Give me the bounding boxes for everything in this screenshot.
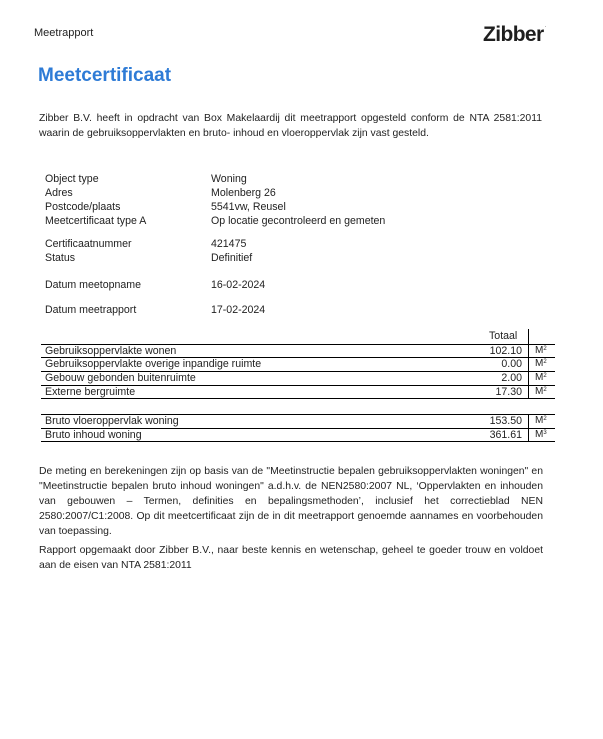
row-unit (535, 415, 547, 427)
row-value: 17.30 (495, 386, 522, 398)
row-unit (535, 386, 547, 398)
unit-exponent: 2 (543, 346, 547, 352)
field-label: Object type (45, 173, 99, 185)
row-unit (535, 345, 547, 357)
unit-exponent: 2 (543, 359, 547, 365)
field-label: Datum meetopname (45, 279, 141, 291)
unit-symbol: M (535, 345, 544, 356)
field-value: 5541vw, Reusel (211, 201, 286, 213)
column-separator (528, 357, 529, 371)
column-separator (528, 344, 529, 358)
row-value: 102.10 (489, 345, 522, 357)
unit-symbol: M (535, 386, 544, 397)
field-label: Status (45, 252, 76, 264)
document-header-label: Meetrapport (34, 27, 94, 39)
unit-exponent: 2 (543, 387, 547, 393)
field-label: Adres (45, 187, 73, 199)
field-label: Certificaatnummer (45, 238, 132, 250)
unit-exponent: 2 (543, 373, 547, 379)
row-unit (535, 358, 547, 370)
row-name: Gebruiksoppervlakte wonen (45, 345, 177, 357)
row-name: Gebruiksoppervlakte overige inpandige ruimte (45, 358, 262, 370)
table-total-header: Totaal (489, 330, 518, 342)
row-name: Gebouw gebonden buitenruimte (45, 372, 196, 384)
unit-symbol: M (535, 372, 544, 383)
row-name: Bruto vloeroppervlak woning (45, 415, 179, 427)
unit-exponent: 2 (543, 416, 547, 422)
page-title: Meetcertificaat (38, 65, 172, 86)
table-row (41, 414, 555, 427)
row-name: Bruto inhoud woning (45, 429, 142, 441)
row-name: Externe bergruimte (45, 386, 136, 398)
table-row (41, 385, 555, 399)
field-value: 16-02-2024 (211, 279, 266, 291)
column-separator (528, 371, 529, 385)
row-value: 0.00 (501, 358, 522, 370)
methodology-paragraph: De meting en berekeningen zijn op basis van de "Meetinstructie bepalen gebruiksoppervlakten woningen" en "Meetinstructie bepalen bruto inhoud woningen" a.d.h.v. de NEN2580:2007 NL, ‘Oppervlakten en inhouden van gebouwen – Termen, definities en bepalingsmethoden’, inclusief het correctieblad NEN 2580:2007/C1:2008. Op dit meetcertificaat zijn de in dit meetrapport genoemde aannames en voorbehouden van toepassing. (39, 466, 543, 537)
unit-symbol: M (535, 429, 544, 440)
field-value: 421475 (211, 238, 247, 250)
row-value: 361.61 (489, 429, 522, 441)
logo-text: Zibber (483, 23, 544, 46)
table-row (41, 344, 555, 357)
table-row (41, 371, 555, 384)
row-value: 153.50 (489, 415, 522, 427)
unit-symbol: M (535, 415, 544, 426)
table-row (41, 357, 555, 370)
field-value: Definitief (211, 252, 253, 264)
unit-exponent: 3 (543, 430, 547, 436)
unit-symbol: M (535, 358, 544, 369)
logo-mark: . (544, 23, 546, 29)
row-unit (535, 429, 547, 441)
column-separator (528, 414, 529, 428)
field-label: Datum meetrapport (45, 304, 137, 316)
field-label: Meetcertificaat type A (45, 215, 147, 227)
table-row (41, 428, 555, 442)
intro-paragraph: Zibber B.V. heeft in opdracht van Box Makelaardij dit meetrapport opgesteld conform de NTA 2581:2011 waarin de gebruiksoppervlakten en bruto- inhoud en vloeroppervlak zijn vast gesteld. (39, 113, 542, 139)
field-value: Op locatie gecontroleerd en gemeten (211, 215, 386, 227)
field-value: Woning (211, 173, 247, 185)
field-value: Molenberg 26 (211, 187, 276, 199)
column-separator (528, 428, 529, 442)
field-value: 17-02-2024 (211, 304, 266, 316)
row-unit (535, 372, 547, 384)
column-separator (528, 385, 529, 399)
row-value: 2.00 (501, 372, 522, 384)
zibber-logo (483, 23, 545, 47)
field-label: Postcode/plaats (45, 201, 121, 213)
closing-paragraph: Rapport opgemaakt door Zibber B.V., naar beste kennis en wetenschap, geheel te goeder trouw en voldoet aan de eisen van NTA 2581:2011 (39, 545, 543, 571)
table-divider (528, 329, 529, 344)
